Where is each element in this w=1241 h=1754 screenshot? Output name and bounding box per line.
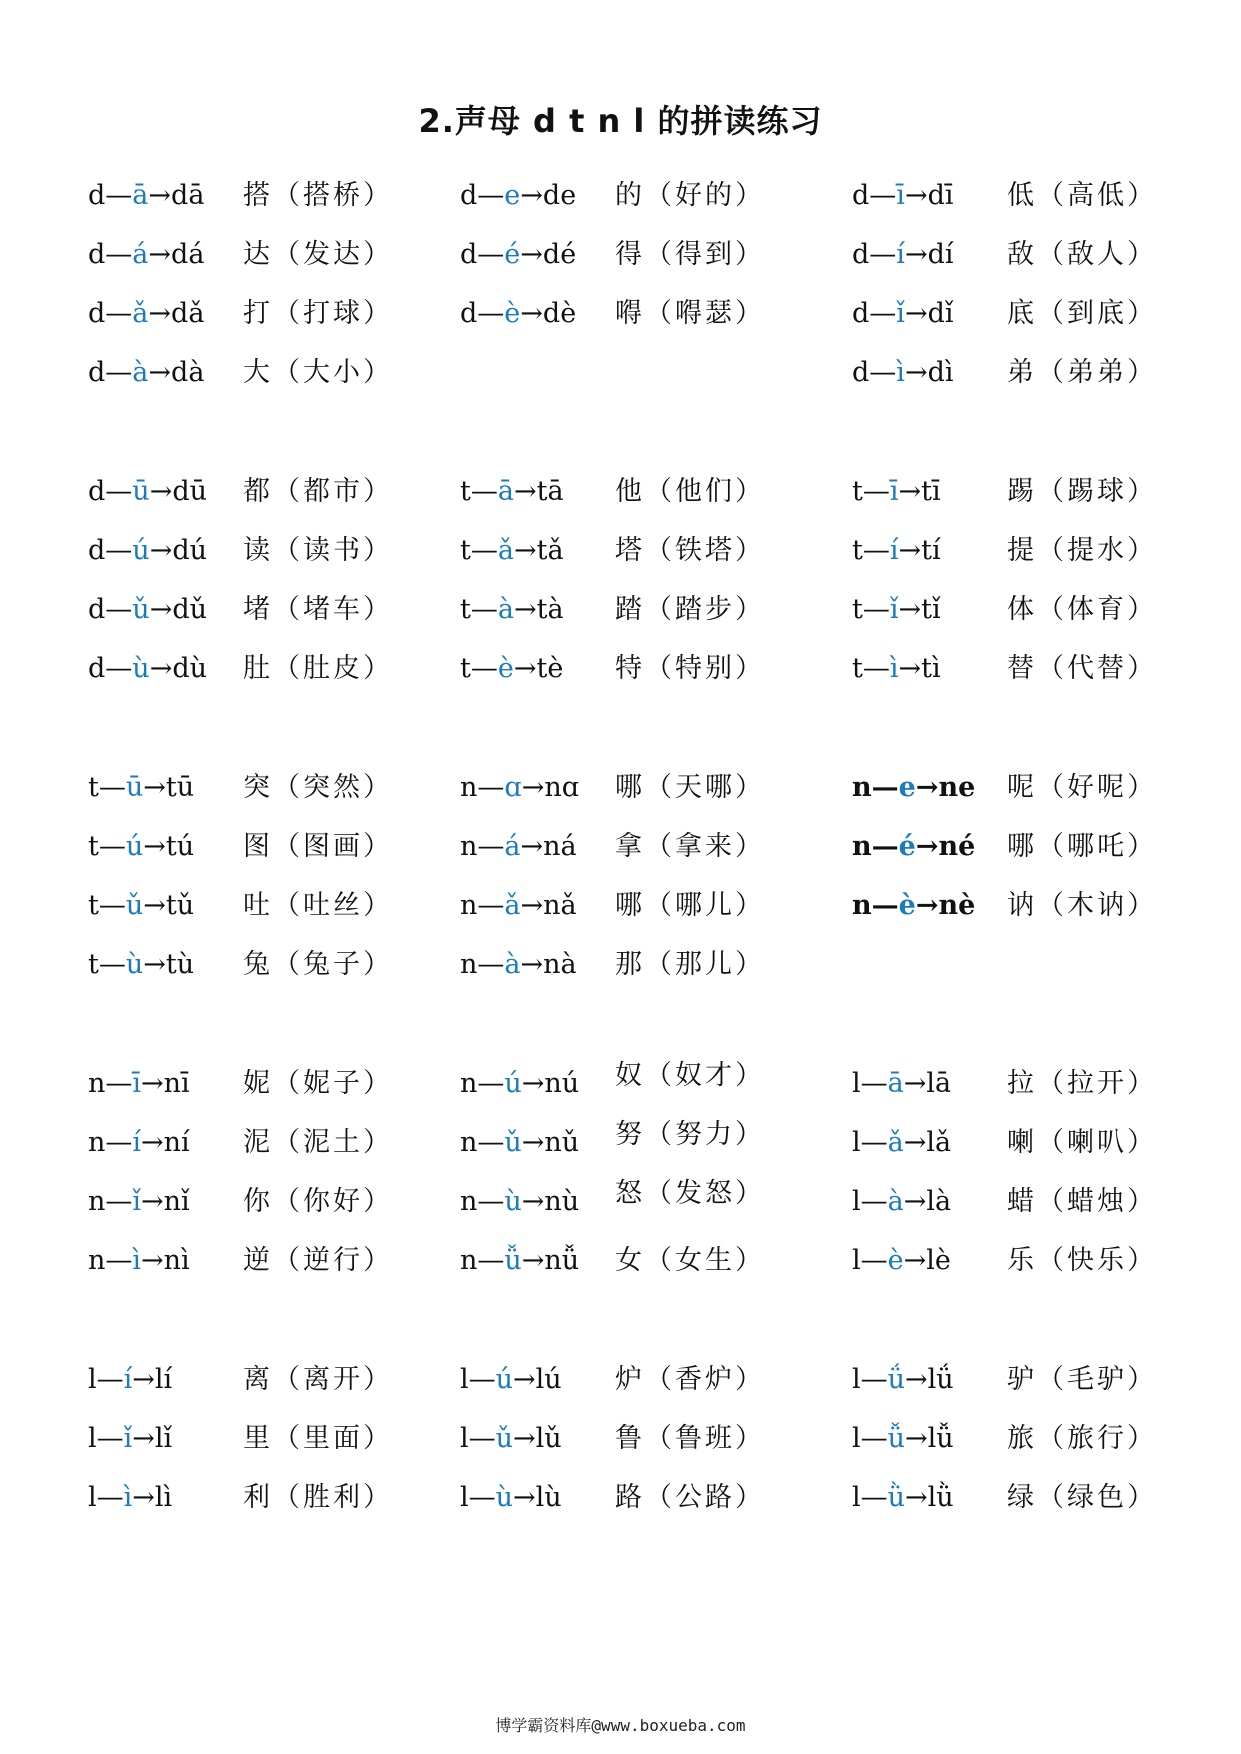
pinyin-row: d—e→de 的（好的） [460,176,765,216]
initial: n [852,890,872,921]
initial: t [852,653,863,684]
syllable: lì [154,1482,173,1513]
vowel: e [898,772,916,803]
syllable: dè [542,298,577,329]
pinyin-row: l—í→lí 离（离开） [88,1360,393,1400]
initial: t [88,831,99,862]
pinyin-row: n—ǚ→nǚ 女（女生） [460,1241,765,1281]
syllable: tú [165,831,195,862]
pinyin-row: l—ù→lù 路（公路） [460,1478,765,1518]
pinyin-row: n—ǎ→nǎ 哪（哪儿） [460,886,765,926]
vowel: ī [889,476,899,507]
pinyin-row: l—ā→lā 拉（拉开） [852,1064,1157,1104]
initial: t [852,535,863,566]
vowel: í [132,1127,142,1158]
vowel: é [504,239,521,270]
pinyin-row: l—ǎ→lǎ 喇（喇叭） [852,1123,1157,1163]
word: 鲁（鲁班） [615,1423,765,1454]
pinyin-row: l—ǔ→lǔ 鲁（鲁班） [460,1419,765,1459]
word: 他（他们） [615,476,765,507]
word: 哪（天哪） [615,772,765,803]
syllable: tà [536,594,564,625]
pinyin-row: t—ù→tù 兔（兔子） [88,945,393,985]
vowel: ì [889,653,899,684]
word: 踢（踢球） [1007,476,1157,507]
vowel: ú [125,831,144,862]
pinyin-row: d—ī→dī 低（高低） [852,176,1157,216]
vowel: ǜ [887,1482,906,1513]
vowel: ǎ [497,535,514,566]
vowel: á [504,831,521,862]
pinyin-row: n—à→nà 那（那儿） [460,945,765,985]
vowel: è [887,1245,904,1276]
pinyin-row: t—ú→tú 图（图画） [88,827,393,867]
vowel: è [497,653,514,684]
word: 奴（奴才） [615,1060,765,1091]
initial: t [88,949,99,980]
word: 突（突然） [243,772,393,803]
word: 替（代替） [1007,653,1157,684]
syllable: nì [163,1245,190,1276]
initial: l [88,1364,97,1395]
initial: l [88,1482,97,1513]
syllable: dǔ [172,594,207,625]
initial: l [852,1245,861,1276]
initial: t [852,594,863,625]
syllable: dī [927,180,954,211]
initial: l [88,1423,97,1454]
pinyin-row: d—é→dé 得（得到） [460,235,765,275]
pinyin-row: n—è→nè 讷（木讷） [852,886,1157,926]
word: 绿（绿色） [1007,1482,1157,1513]
word: 读（读书） [243,535,393,566]
page-title: 2.声母 d t n l 的拼读练习 [418,102,823,140]
initial: n [88,1245,106,1276]
word: 利（胜利） [243,1482,393,1513]
syllable: nǎ [543,890,577,921]
word: 怒（发怒） [615,1178,765,1209]
vowel: ɑ [504,772,522,803]
syllable: nǐ [163,1186,190,1217]
syllable: dì [927,357,954,388]
vowel: ì [896,357,905,388]
word: 弟（弟弟） [1007,357,1157,388]
pinyin-row: l—ǐ→lǐ 里（里面） [88,1419,393,1459]
pinyin-row: t—à→tà 踏（踏步） [460,590,765,630]
initial: n [460,890,478,921]
syllable: tū [165,772,195,803]
syllable: lǎ [926,1127,952,1158]
pinyin-row: n—ī→nī 妮（妮子） [88,1064,393,1104]
vowel: à [504,949,521,980]
syllable: nī [163,1068,190,1099]
pinyin-row: n—ǔ→nǔ 努（努力） [460,1123,765,1163]
word: 吐（吐丝） [243,890,393,921]
syllable: tī [921,476,941,507]
vowel: ī [896,180,905,211]
word: 搭（搭桥） [243,180,393,211]
word: 嘚（嘚瑟） [615,298,765,329]
pinyin-row: n—e→ne 呢（好呢） [852,768,1157,808]
word: 肚（肚皮） [243,653,393,684]
word: 特（特别） [615,653,765,684]
syllable: ná [543,831,577,862]
pinyin-row: d—è→dè 嘚（嘚瑟） [460,294,765,334]
word: 泥（泥土） [243,1127,393,1158]
vowel: á [132,239,149,270]
initial: d [852,298,870,329]
pinyin-row: t—ǎ→tǎ 塔（铁塔） [460,531,765,571]
initial: d [852,357,870,388]
initial: d [88,653,106,684]
word: 打（打球） [243,298,393,329]
vowel: ā [887,1068,904,1099]
word: 低（高低） [1007,180,1157,211]
initial: l [852,1068,861,1099]
initial: l [460,1482,469,1513]
word: 喇（喇叭） [1007,1127,1157,1158]
initial: d [88,357,106,388]
initial: d [460,298,478,329]
initial: t [460,535,471,566]
word: 炉（香炉） [615,1364,765,1395]
vowel: í [123,1364,133,1395]
initial: t [460,476,471,507]
word: 女（女生） [615,1245,765,1276]
vowel: ǎ [887,1127,904,1158]
vowel: ì [123,1482,133,1513]
initial: n [460,1127,478,1158]
word: 图（图画） [243,831,393,862]
pinyin-row: d—ā→dā 搭（搭桥） [88,176,393,216]
word: 逆（逆行） [243,1245,393,1276]
syllable: dá [171,239,205,270]
initial: d [88,239,106,270]
pinyin-row: t—ū→tū 突（突然） [88,768,393,808]
vowel: ǐ [896,298,905,329]
vowel: ū [125,772,144,803]
word: 哪（哪吒） [1007,831,1157,862]
pinyin-row: t—í→tí 提（提水） [852,531,1157,571]
vowel: ǎ [504,890,521,921]
pinyin-row: l—è→lè 乐（快乐） [852,1241,1157,1281]
pinyin-row: d—ǔ→dǔ 堵（堵车） [88,590,393,630]
initial: n [460,1186,478,1217]
syllable: lǔ [535,1423,562,1454]
vowel: í [896,239,905,270]
pinyin-row: d—í→dí 敌（敌人） [852,235,1157,275]
syllable: lǘ [927,1364,954,1395]
word: 得（得到） [615,239,765,270]
syllable: dǐ [927,298,954,329]
vowel: ī [132,1068,142,1099]
syllable: lè [926,1245,951,1276]
word: 塔（铁塔） [615,535,765,566]
footer-source: 博学霸资料库@www.boxueba.com [495,1716,746,1735]
initial: n [460,949,478,980]
pinyin-row: d—ū→dū 都（都市） [88,472,393,512]
word: 离（离开） [243,1364,393,1395]
syllable: dà [171,357,205,388]
vowel: ū [132,476,150,507]
pinyin-row: t—ī→tī 踢（踢球） [852,472,1157,512]
word: 你（你好） [243,1186,393,1217]
initial: l [852,1186,861,1217]
pinyin-row: d—à→dà 大（大小） [88,353,393,393]
word: 拉（拉开） [1007,1068,1157,1099]
initial: n [852,831,872,862]
pinyin-row: t—ì→tì 替（代替） [852,649,1157,689]
pinyin-row: l—ú→lú 炉（香炉） [460,1360,765,1400]
initial: n [460,1245,478,1276]
pinyin-row: n—á→ná 拿（拿来） [460,827,765,867]
vowel: à [132,357,149,388]
syllable: de [542,180,577,211]
syllable: lā [926,1068,952,1099]
pinyin-row: l—à→là 蜡（蜡烛） [852,1182,1157,1222]
syllable: tā [536,476,564,507]
initial: n [852,772,872,803]
initial: d [88,535,106,566]
syllable: lǜ [927,1482,954,1513]
vowel: è [504,298,521,329]
word: 提（提水） [1007,535,1157,566]
syllable: né [938,831,976,862]
pinyin-row: t—ā→tā 他（他们） [460,472,765,512]
initial: n [88,1186,106,1217]
vowel: ā [132,180,149,211]
word: 的（好的） [615,180,765,211]
pinyin-row: d—á→dá 达（发达） [88,235,393,275]
vowel: ǔ [495,1423,514,1454]
syllable: tì [921,653,941,684]
vowel: ǔ [504,1127,522,1158]
syllable: dǎ [171,298,205,329]
word: 哪（哪儿） [615,890,765,921]
initial: d [460,239,478,270]
initial: n [460,831,478,862]
syllable: dí [927,239,954,270]
initial: l [852,1423,861,1454]
pinyin-row: n—í→ní 泥（泥土） [88,1123,393,1163]
initial: t [460,594,471,625]
pinyin-row: l—ì→lì 利（胜利） [88,1478,393,1518]
pinyin-row: n—ǐ→nǐ 你（你好） [88,1182,393,1222]
vowel: é [898,831,916,862]
pinyin-row: d—ù→dù 肚（肚皮） [88,649,393,689]
vowel: ú [504,1068,522,1099]
initial: n [88,1068,106,1099]
word: 堵（堵车） [243,594,393,625]
vowel: ù [125,949,144,980]
syllable: nù [544,1186,580,1217]
vowel: ǘ [887,1364,906,1395]
initial: n [88,1127,106,1158]
syllable: dú [172,535,207,566]
syllable: lí [154,1364,173,1395]
initial: d [88,180,106,211]
initial: n [460,1068,478,1099]
pinyin-row: n—é→né 哪（哪吒） [852,827,1157,867]
pinyin-row: l—ǜ→lǜ 绿（绿色） [852,1478,1157,1518]
pinyin-row: n—ú→nú 奴（奴才） [460,1064,765,1104]
word: 都（都市） [243,476,393,507]
word: 讷（木讷） [1007,890,1157,921]
syllable: ne [938,772,976,803]
syllable: lǐ [154,1423,173,1454]
pinyin-row: n—ɑ→nɑ 哪（天哪） [460,768,765,808]
pinyin-row: d—ú→dú 读（读书） [88,531,393,571]
syllable: dé [542,239,577,270]
initial: d [88,476,106,507]
vowel: è [898,890,916,921]
pinyin-row: n—ù→nù 怒（发怒） [460,1182,765,1222]
word: 兔（兔子） [243,949,393,980]
word: 达（发达） [243,239,393,270]
syllable: dù [172,653,207,684]
word: 那（那儿） [615,949,765,980]
syllable: tè [536,653,564,684]
pinyin-row: l—ǚ→lǚ 旅（旅行） [852,1419,1157,1459]
initial: l [852,1364,861,1395]
vowel: ù [495,1482,514,1513]
initial: d [88,298,106,329]
vowel: ǔ [132,594,150,625]
word: 妮（妮子） [243,1068,393,1099]
vowel: ù [132,653,150,684]
vowel: ǚ [504,1245,522,1276]
pinyin-row: t—ǔ→tǔ 吐（吐丝） [88,886,393,926]
word: 体（体育） [1007,594,1157,625]
initial: l [460,1423,469,1454]
word: 乐（快乐） [1007,1245,1157,1276]
pinyin-row: t—ǐ→tǐ 体（体育） [852,590,1157,630]
word: 大（大小） [243,357,393,388]
syllable: lú [535,1364,562,1395]
word: 拿（拿来） [615,831,765,862]
initial: d [460,180,478,211]
syllable: tǐ [921,594,941,625]
syllable: là [926,1186,952,1217]
vowel: ú [132,535,150,566]
syllable: dū [172,476,207,507]
syllable: tǔ [165,890,195,921]
syllable: lǚ [927,1423,954,1454]
initial: n [460,772,478,803]
word: 呢（好呢） [1007,772,1157,803]
word: 路（公路） [615,1482,765,1513]
syllable: nǚ [544,1245,580,1276]
vowel: à [887,1186,904,1217]
initial: t [852,476,863,507]
word: 驴（毛驴） [1007,1364,1157,1395]
initial: d [852,239,870,270]
vowel: à [497,594,514,625]
syllable: nè [938,890,976,921]
pinyin-row: d—ǐ→dǐ 底（到底） [852,294,1157,334]
word: 踏（踏步） [615,594,765,625]
word: 蜡（蜡烛） [1007,1186,1157,1217]
initial: t [88,890,99,921]
syllable: nɑ [544,772,579,803]
initial: t [460,653,471,684]
word: 敌（敌人） [1007,239,1157,270]
pinyin-row: n—ì→nì 逆（逆行） [88,1241,393,1281]
syllable: tí [921,535,941,566]
syllable: lù [535,1482,562,1513]
syllable: nà [543,949,577,980]
vowel: ǐ [123,1423,133,1454]
initial: d [88,594,106,625]
vowel: ǎ [132,298,149,329]
syllable: dā [171,180,205,211]
syllable: tǎ [536,535,564,566]
vowel: ǔ [125,890,144,921]
vowel: ā [497,476,514,507]
initial: l [852,1127,861,1158]
pinyin-row: l—ǘ→lǘ 驴（毛驴） [852,1360,1157,1400]
word: 底（到底） [1007,298,1157,329]
syllable: tù [165,949,195,980]
vowel: ǐ [132,1186,142,1217]
vowel: ǐ [889,594,899,625]
initial: l [852,1482,861,1513]
syllable: ní [163,1127,190,1158]
word: 旅（旅行） [1007,1423,1157,1454]
initial: l [460,1364,469,1395]
vowel: ú [495,1364,514,1395]
vowel: í [889,535,899,566]
pinyin-row: d—ì→dì 弟（弟弟） [852,353,1157,393]
vowel: ì [132,1245,142,1276]
vowel: ǚ [887,1423,906,1454]
vowel: ù [504,1186,522,1217]
pinyin-row: d—ǎ→dǎ 打（打球） [88,294,393,334]
word: 努（努力） [615,1119,765,1150]
syllable: nú [544,1068,580,1099]
word: 里（里面） [243,1423,393,1454]
pinyin-row: t—è→tè 特（特别） [460,649,765,689]
syllable: nǔ [544,1127,580,1158]
initial: t [88,772,99,803]
vowel: e [504,180,521,211]
initial: d [852,180,870,211]
